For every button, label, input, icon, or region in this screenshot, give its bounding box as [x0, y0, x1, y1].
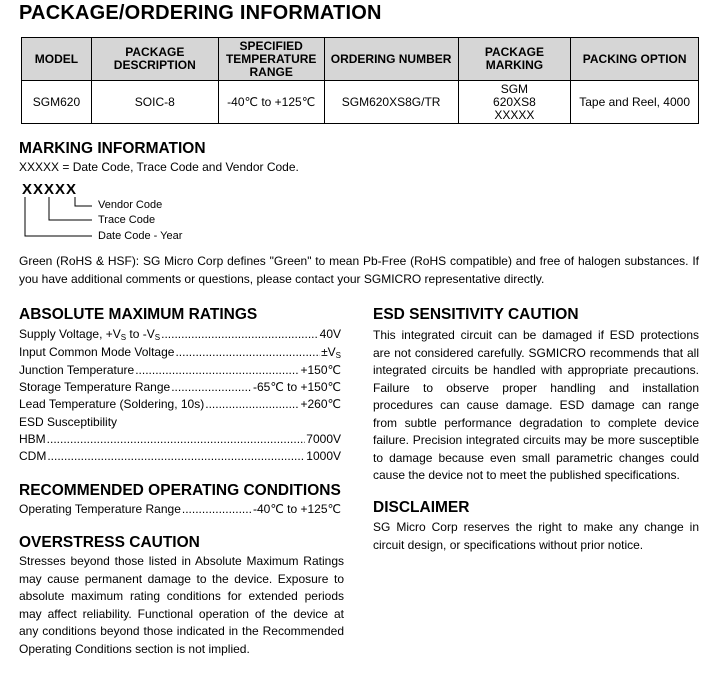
cdm-row	[19, 448, 341, 466]
storage-temp-label: Storage Temperature Range	[19, 380, 171, 394]
op-temp-value: -40℃ to +125℃	[252, 502, 341, 516]
storage-temp-row	[19, 379, 341, 397]
storage-temp-value: -65℃ to +150℃	[252, 380, 341, 394]
abs-max-title: ABSOLUTE MAXIMUM RATINGS	[19, 306, 258, 323]
cdm-label: CDM	[19, 449, 47, 463]
vendor-code-label: Vendor Code	[98, 199, 163, 211]
icm-value: ±V	[321, 345, 336, 359]
icm-sub: S	[335, 351, 341, 360]
trace-code-label: Trace Code	[98, 214, 156, 226]
header-ordering-number: ORDERING NUMBER	[324, 38, 458, 81]
package-ordering-title: PACKAGE/ORDERING INFORMATION	[19, 2, 382, 24]
esd-caution-title: ESD SENSITIVITY CAUTION	[373, 306, 579, 323]
junction-temp-label: Junction Temperature	[19, 363, 135, 377]
op-temp-label: Operating Temperature Range	[19, 502, 181, 516]
cell-packing: Tape and Reel, 4000	[571, 81, 699, 124]
header-packing-option: PACKING OPTION	[571, 38, 699, 81]
supply-mid: to -V	[126, 327, 155, 341]
lead-temp-label: Lead Temperature (Soldering, 10s)	[19, 397, 205, 411]
marking-line-1: SGM	[500, 81, 529, 96]
cell-package: SOIC-8	[91, 81, 218, 124]
marking-line-3: XXXXX	[494, 107, 535, 122]
disclaimer-text: SG Micro Corp reserves the right to make any change in circuit design, or specifications without prior notice.	[373, 520, 699, 552]
icm-label: Input Common Mode Voltage	[19, 345, 175, 359]
lead-temp-value: +260℃	[300, 397, 341, 411]
disclaimer-title: DISCLAIMER	[373, 499, 470, 516]
date-code-line	[25, 197, 92, 236]
header-package-description: PACKAGE DESCRIPTION	[91, 38, 218, 81]
lead-temp-row	[19, 396, 341, 414]
header-package-marking: PACKAGE MARKING	[458, 38, 571, 81]
cell-temp-range: -40℃ to +125℃	[218, 81, 324, 124]
supply-sub-1: S	[120, 333, 127, 342]
vendor-code-line	[75, 197, 92, 206]
hbm-label: HBM	[19, 432, 46, 446]
cell-ordering-number: SGM620XS8G/TR	[324, 81, 458, 124]
esd-susceptibility-label: ESD Susceptibility	[19, 415, 118, 429]
junction-temp-value: +150℃	[300, 363, 341, 377]
marking-line-2: 620XS8	[493, 94, 536, 109]
hbm-row	[19, 431, 341, 449]
junction-temp-row	[19, 362, 341, 380]
cell-model: SGM620	[22, 81, 92, 124]
trace-code-line	[49, 197, 92, 220]
supply-voltage-value: 40V	[319, 327, 341, 341]
overstress-title: OVERSTRESS CAUTION	[19, 534, 200, 551]
marking-info-title: MARKING INFORMATION	[19, 140, 206, 157]
supply-voltage-label: Supply Voltage, +V	[19, 327, 121, 341]
marking-code: XXXXX	[22, 181, 78, 198]
date-code-label: Date Code - Year	[98, 230, 183, 242]
overstress-text: Stresses beyond those listed in Absolute Maximum Ratings may cause permanent damage to the device. Exposure to absolute maximum rating conditions for extended periods may affect reliability. Functional operation of the device at any conditions beyond those indicated in the Recommended Operating Conditions section is not implied.	[19, 554, 344, 656]
recommended-title: RECOMMENDED OPERATING CONDITIONS	[19, 482, 341, 499]
esd-caution-text: This integrated circuit can be damaged if ESD protections are not considered carefully. SGMICRO recommends that all integrated circuits be handled with appropriate precautions. Failure to observe proper handling and installation procedures can cause damage. ESD damage can range from subtle performance degradation to complete device failure. Precision integrated circuits may be more susceptible to damage because even small parametric changes could cause the device not to meet the published specifications.	[373, 328, 699, 482]
supply-sub-2: S	[154, 333, 161, 342]
header-temperature-range: SPECIFIED TEMPERATURE RANGE	[218, 38, 324, 81]
hbm-value: 7000V	[306, 432, 341, 446]
green-note: Green (RoHS & HSF): SG Micro Corp defines "Green" to mean Pb-Free (RoHS compatible) and free of halogen substances. If you have additional comments or questions, please contact your SGMICRO representative directly.	[19, 254, 699, 286]
cdm-value: 1000V	[306, 449, 341, 463]
op-temp-row	[19, 501, 341, 519]
marking-definition: XXXXX = Date Code, Trace Code and Vendor Code.	[19, 160, 299, 174]
header-model: MODEL	[22, 38, 92, 81]
